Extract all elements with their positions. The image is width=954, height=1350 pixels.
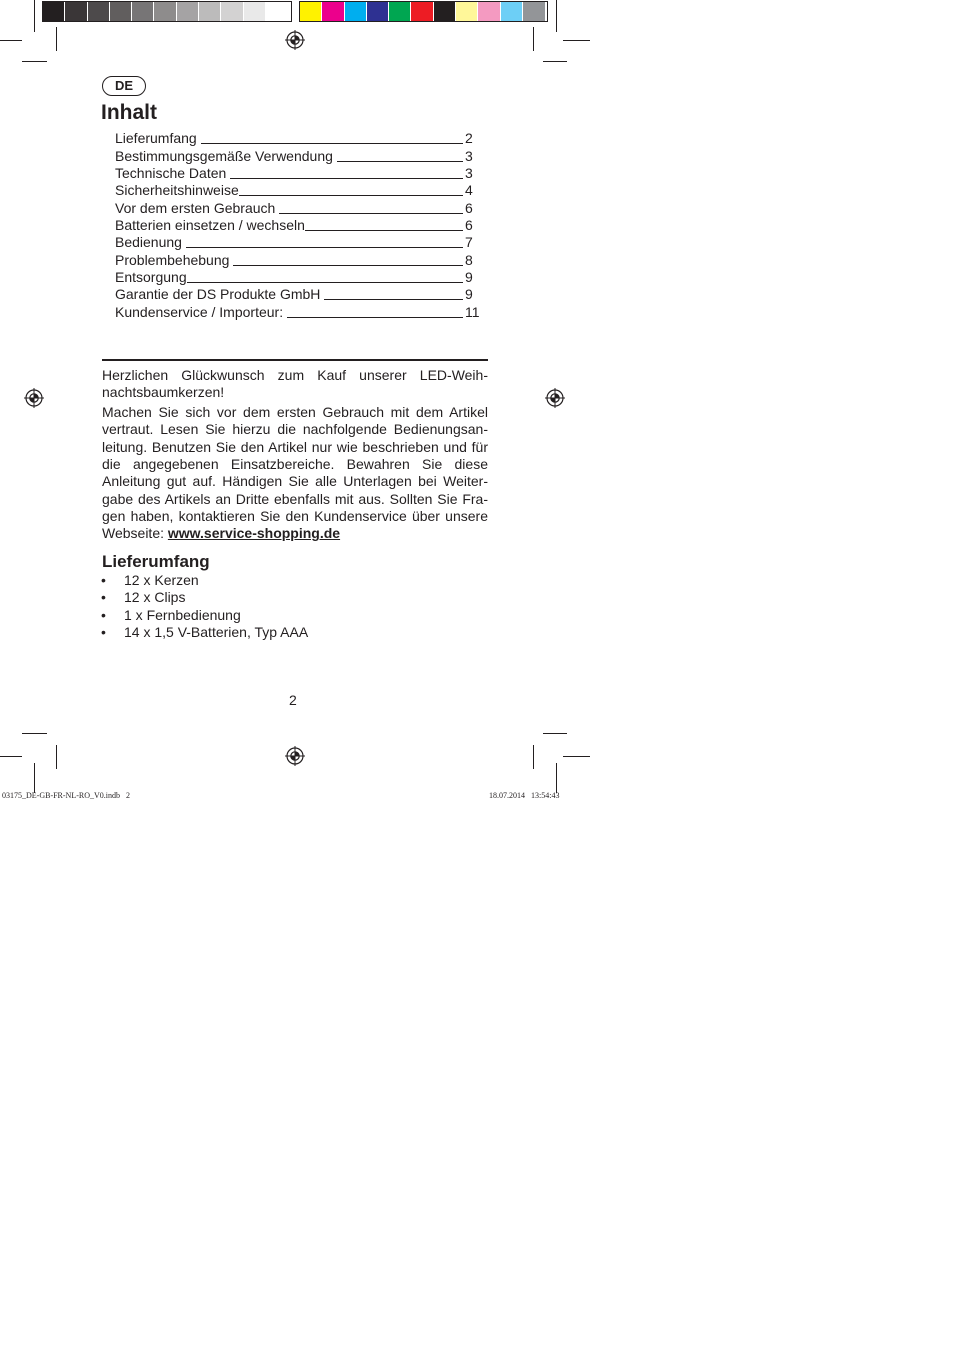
- page-title: Inhalt: [101, 101, 157, 124]
- crop-mark: [556, 763, 557, 793]
- toc-label: Entsorgung: [115, 269, 187, 286]
- toc-leader: [305, 230, 463, 231]
- toc-leader: [337, 161, 463, 162]
- color-swatch: [434, 2, 456, 21]
- toc-entry: [115, 199, 481, 216]
- crop-mark: [56, 745, 57, 769]
- toc-page: 6: [465, 217, 473, 234]
- color-swatch: [322, 2, 344, 21]
- toc-entry: [115, 147, 481, 164]
- color-swatch: [389, 2, 411, 21]
- gray-color-bar: [42, 1, 292, 22]
- page-number: 2: [289, 692, 297, 708]
- toc-label: Batterien einsetzen / wechseln: [115, 217, 305, 234]
- toc-page: 2: [465, 130, 473, 147]
- bullet-point: •: [101, 589, 106, 606]
- color-swatch: [345, 2, 367, 21]
- toc-leader: [239, 195, 463, 196]
- color-swatch: [501, 2, 523, 21]
- crop-mark: [34, 0, 35, 32]
- registration-mark-icon: [285, 30, 305, 50]
- toc-label: Lieferumfang: [115, 130, 197, 147]
- toc-page: 9: [465, 269, 473, 286]
- toc-leader: [201, 143, 463, 144]
- color-swatch: [65, 2, 87, 21]
- bullet-point: •: [101, 624, 106, 641]
- crop-mark: [0, 756, 22, 757]
- color-swatch: [43, 2, 65, 21]
- toc-leader: [287, 317, 463, 318]
- color-swatch: [88, 2, 110, 21]
- toc-label: Garantie der DS Produkte GmbH: [115, 286, 321, 303]
- crop-mark: [0, 40, 22, 41]
- process-color-bar: [299, 1, 548, 22]
- toc-entry: [115, 182, 481, 199]
- color-swatch: [199, 2, 221, 21]
- toc-entry: [115, 269, 481, 286]
- bullet-point: •: [101, 606, 106, 623]
- color-swatch: [523, 2, 545, 21]
- toc-label: Kundenservice / Importeur:: [115, 303, 284, 320]
- toc-leader: [186, 247, 463, 248]
- color-swatch: [367, 2, 389, 21]
- registration-mark-icon: [285, 746, 305, 766]
- table-of-contents: [115, 130, 481, 321]
- toc-page: 8: [465, 251, 473, 268]
- color-swatch: [132, 2, 154, 21]
- toc-page: 6: [465, 199, 473, 216]
- crop-mark: [563, 756, 590, 757]
- toc-leader: [279, 213, 463, 214]
- toc-label: Bedienung: [115, 234, 182, 251]
- instructions-text: Machen Sie sich vor dem ersten Gebrauch mit dem Artikel vertraut. Lesen Sie hierzu die nachfolgende Bedienungsan-leitung. Benutzen Sie den Artikel nur wie beschrieben und für die angegebenen Einsatzbereiche. Bewahren Sie diese Anleitung gut auf. Händigen Sie alle Unterlagen bei Weiter-gabe des Artikels an Dritte ebenfalls mit aus. Sollten Sie Fra-gen haben, kontaktieren Sie den Kundenservice über unsere Webseite:: [102, 404, 488, 542]
- language-badge: DE: [102, 76, 146, 96]
- list-item-text: 14 x 1,5 V-Batterien, Typ AAA: [124, 624, 309, 641]
- color-swatch: [154, 2, 176, 21]
- toc-entry: [115, 251, 481, 268]
- crop-mark: [543, 733, 567, 734]
- color-swatch: [110, 2, 132, 21]
- color-swatch: [177, 2, 199, 21]
- toc-entry: [115, 286, 481, 303]
- toc-label: Problembehebung: [115, 251, 230, 268]
- color-swatch: [456, 2, 478, 21]
- crop-mark: [22, 61, 47, 62]
- color-swatch: [221, 2, 243, 21]
- toc-entry: [115, 234, 481, 251]
- crop-mark: [563, 40, 590, 41]
- registration-mark-icon: [24, 388, 44, 408]
- footer-timestamp: 18.07.2014 13:54:43: [489, 791, 560, 800]
- toc-leader: [324, 299, 463, 300]
- list-item: [101, 624, 308, 641]
- delivery-list: [101, 572, 308, 642]
- toc-page: 3: [465, 147, 473, 164]
- crop-mark: [34, 763, 35, 793]
- instructions-paragraph: [102, 404, 488, 543]
- crop-mark: [556, 0, 557, 32]
- service-website-link[interactable]: www.service-shopping.de: [167, 525, 341, 542]
- toc-page: 11: [465, 303, 480, 320]
- list-item-text: 12 x Kerzen: [124, 572, 199, 588]
- section-divider: [102, 359, 488, 361]
- crop-mark: [533, 27, 534, 51]
- bullet-point: •: [101, 572, 106, 588]
- toc-entry: [115, 165, 481, 182]
- list-item: [101, 589, 308, 606]
- color-swatch: [478, 2, 500, 21]
- color-swatch: [266, 2, 288, 21]
- color-swatch: [411, 2, 433, 21]
- list-item-text: 1 x Fernbedienung: [124, 606, 241, 623]
- toc-label: Bestimmungsgemäße Verwendung: [115, 147, 333, 164]
- toc-entry: [115, 303, 481, 320]
- toc-leader: [187, 282, 463, 283]
- list-item-text: 12 x Clips: [124, 589, 186, 606]
- crop-mark: [56, 27, 57, 51]
- toc-page: 7: [465, 234, 473, 251]
- crop-mark: [533, 745, 534, 769]
- toc-leader: [230, 178, 463, 179]
- toc-page: 4: [465, 182, 473, 199]
- toc-entry: [115, 130, 481, 147]
- list-item: [101, 607, 308, 624]
- toc-leader: [233, 265, 463, 266]
- toc-page: 9: [465, 286, 473, 303]
- toc-label: Sicherheitshinweise: [115, 182, 239, 199]
- toc-label: Vor dem ersten Gebrauch: [115, 199, 276, 216]
- list-item: [101, 572, 308, 589]
- registration-mark-icon: [545, 388, 565, 408]
- crop-mark: [22, 733, 47, 734]
- color-swatch: [300, 2, 322, 21]
- section-title-lieferumfang: Lieferumfang: [102, 552, 210, 571]
- color-swatch: [244, 2, 266, 21]
- crop-mark: [543, 61, 567, 62]
- toc-entry: [115, 217, 481, 234]
- toc-label: Technische Daten: [115, 165, 227, 182]
- intro-paragraph: Herzlichen Glückwunsch zum Kauf unserer LED-Weih-nachtsbaumkerzen!: [102, 367, 488, 401]
- footer-filename: 03175_DE-GB-FR-NL-RO_V0.indb 2: [2, 791, 130, 800]
- toc-page: 3: [465, 165, 473, 182]
